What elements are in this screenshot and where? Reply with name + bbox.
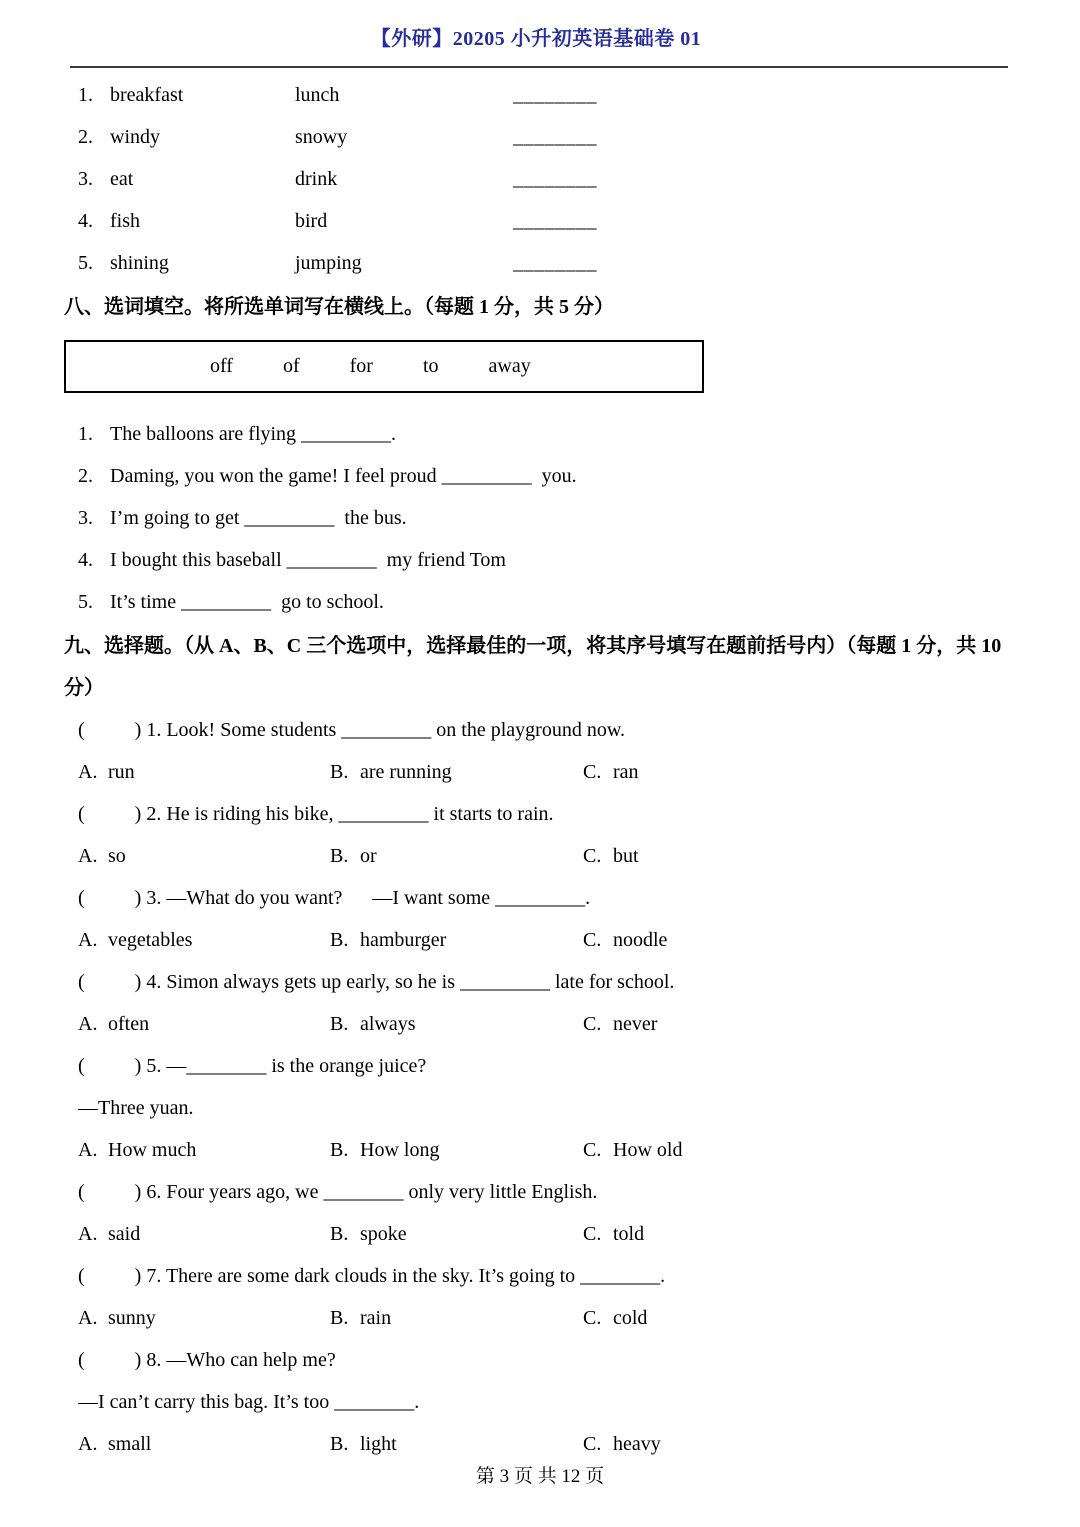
mc-option-c (583, 919, 1008, 961)
option-text: sunny (108, 1307, 156, 1329)
option-text: always (360, 1013, 416, 1035)
option-letter: A. (78, 845, 98, 867)
fill-item-text: I bought this baseball _________ my friend Tom (110, 549, 506, 571)
option-letter: C. (583, 845, 602, 867)
option-letter: C. (583, 1223, 602, 1245)
option-letter: A. (78, 1139, 98, 1161)
option-text: cold (613, 1307, 648, 1329)
option-letter: C. (583, 1307, 602, 1329)
option-letter: B. (330, 761, 349, 783)
mc-question-stem: ( ) 2. He is riding his bike, _________ it starts to rain. (78, 803, 554, 825)
fill-item-text: The balloons are flying _________. (110, 423, 397, 445)
mc-option-row (78, 1129, 1008, 1171)
option-text: small (108, 1433, 152, 1455)
matching-row (78, 116, 1008, 158)
section-eight-heading: 八、选词填空。将所选单词写在横线上。（每题 1 分，共 5 分） (64, 296, 614, 318)
option-text: or (360, 845, 377, 867)
page-number-indicator: 第 3 页 共 12 页 (475, 1466, 605, 1487)
mc-question-stem: ( ) 3. —What do you want? —I want some _________. (78, 887, 591, 909)
document-title: 【外研】20205 小升初英语基础卷 01 (370, 28, 702, 50)
word-bank-option: away (488, 355, 531, 377)
mc-question-stem: ( ) 8. —Who can help me? (78, 1349, 336, 1371)
section-nine-heading: 九、选择题。（从 A、B、C 三个选项中，选择最佳的一项，将其序号填写在题前括号内）（每题 1 分，共 10 分） (64, 635, 1007, 699)
mc-option-b (330, 751, 583, 793)
option-letter: A. (78, 1223, 98, 1245)
option-letter: C. (583, 761, 602, 783)
answer-blank: ________ (513, 126, 597, 148)
mc-option-b (330, 919, 583, 961)
word-bank-box (64, 340, 704, 393)
option-letter: A. (78, 1013, 98, 1035)
mc-option-b (330, 1297, 583, 1339)
mc-option-b (330, 1129, 583, 1171)
fill-item (78, 581, 1008, 623)
mc-question-stem: ( ) 4. Simon always gets up early, so he is _________ late for school. (78, 971, 675, 993)
option-text: run (108, 761, 135, 783)
mc-option-c (583, 1297, 1008, 1339)
word-bank-option: for (349, 355, 373, 377)
word-bank-option: to (422, 355, 439, 377)
answer-blank: ________ (513, 210, 597, 232)
matching-word-right: snowy (295, 126, 348, 148)
matching-word-left: eat (110, 168, 134, 190)
option-text: but (613, 845, 639, 867)
fill-item (78, 413, 1008, 455)
option-letter: C. (583, 1433, 602, 1455)
mc-option-c (583, 835, 1008, 877)
option-text: said (108, 1223, 141, 1245)
item-number: 3. (78, 507, 93, 529)
mc-option-a (78, 1297, 330, 1339)
fill-item-text: I’m going to get _________ the bus. (110, 507, 407, 529)
mc-question-stem: ( ) 5. —________ is the orange juice? (78, 1055, 427, 1077)
option-letter: C. (583, 1139, 602, 1161)
matching-word-right: lunch (295, 84, 340, 106)
mc-option-a (78, 1003, 330, 1045)
matching-row (78, 200, 1008, 242)
item-number: 5. (78, 591, 93, 613)
mc-option-b (330, 835, 583, 877)
option-text: never (613, 1013, 658, 1035)
mc-question-stem: ( ) 7. There are some dark clouds in the sky. It’s going to ________. (78, 1265, 666, 1287)
fill-item-text: Daming, you won the game! I feel proud _________ you. (110, 465, 577, 487)
answer-blank: ________ (513, 84, 597, 106)
option-text: How old (613, 1139, 683, 1161)
answer-blank: ________ (513, 168, 597, 190)
item-number: 1. (78, 84, 93, 106)
option-text: light (360, 1433, 397, 1455)
option-letter: B. (330, 1223, 349, 1245)
mc-option-row (78, 1213, 1008, 1255)
mc-question-stem: ( ) 6. Four years ago, we ________ only very little English. (78, 1181, 598, 1203)
option-letter: A. (78, 1433, 98, 1455)
mc-option-c (583, 1213, 1008, 1255)
option-text: often (108, 1013, 150, 1035)
option-text: ran (613, 761, 639, 783)
mc-question-stem: ( ) 1. Look! Some students _________ on the playground now. (78, 719, 625, 741)
fill-item (78, 539, 1008, 581)
mc-option-a (78, 1213, 330, 1255)
option-letter: B. (330, 1013, 349, 1035)
mc-option-a (78, 1129, 330, 1171)
mc-option-a (78, 835, 330, 877)
answer-blank: ________ (513, 252, 597, 274)
mc-option-b (330, 1003, 583, 1045)
fill-item-text: It’s time _________ go to school. (110, 591, 384, 613)
mc-option-b (330, 1213, 583, 1255)
option-text: told (613, 1223, 645, 1245)
mc-option-row (78, 1003, 1008, 1045)
word-bank-option: of (282, 355, 300, 377)
option-text: spoke (360, 1223, 407, 1245)
matching-word-right: jumping (295, 252, 362, 274)
matching-word-left: breakfast (110, 84, 184, 106)
option-text: vegetables (108, 929, 193, 951)
matching-word-left: shining (110, 252, 169, 274)
matching-word-left: windy (110, 126, 160, 148)
mc-option-row (78, 835, 1008, 877)
item-number: 1. (78, 423, 93, 445)
option-text: so (108, 845, 126, 867)
item-number: 2. (78, 126, 93, 148)
option-letter: B. (330, 845, 349, 867)
mc-question-extra-line: —Three yuan. (78, 1097, 194, 1119)
option-text: noodle (613, 929, 668, 951)
option-letter: B. (330, 929, 349, 951)
word-bank-option: off (210, 355, 233, 377)
matching-word-left: fish (110, 210, 140, 232)
fill-item (78, 455, 1008, 497)
mc-option-c (583, 1129, 1008, 1171)
option-text: How much (108, 1139, 197, 1161)
option-letter: B. (330, 1307, 349, 1329)
option-text: are running (360, 761, 452, 783)
matching-row (78, 242, 1008, 284)
option-letter: A. (78, 761, 98, 783)
item-number: 3. (78, 168, 93, 190)
matching-word-right: drink (295, 168, 338, 190)
mc-question-extra-line: —I can’t carry this bag. It’s too ________. (78, 1391, 420, 1413)
matching-row (78, 74, 1008, 116)
option-text: hamburger (360, 929, 447, 951)
option-letter: C. (583, 1013, 602, 1035)
option-letter: B. (330, 1433, 349, 1455)
fill-item (78, 497, 1008, 539)
mc-option-c (583, 751, 1008, 793)
item-number: 4. (78, 549, 93, 571)
option-text: heavy (613, 1433, 661, 1455)
mc-option-row (78, 919, 1008, 961)
option-letter: A. (78, 1307, 98, 1329)
matching-row (78, 158, 1008, 200)
option-text: rain (360, 1307, 392, 1329)
mc-option-a (78, 919, 330, 961)
mc-option-a (78, 751, 330, 793)
title-divider (70, 66, 1008, 68)
item-number: 4. (78, 210, 93, 232)
item-number: 2. (78, 465, 93, 487)
mc-option-c (583, 1003, 1008, 1045)
matching-word-right: bird (295, 210, 328, 232)
option-letter: C. (583, 929, 602, 951)
option-text: How long (360, 1139, 440, 1161)
option-letter: B. (330, 1139, 349, 1161)
mc-option-row (78, 751, 1008, 793)
mc-option-row (78, 1297, 1008, 1339)
item-number: 5. (78, 252, 93, 274)
option-letter: A. (78, 929, 98, 951)
